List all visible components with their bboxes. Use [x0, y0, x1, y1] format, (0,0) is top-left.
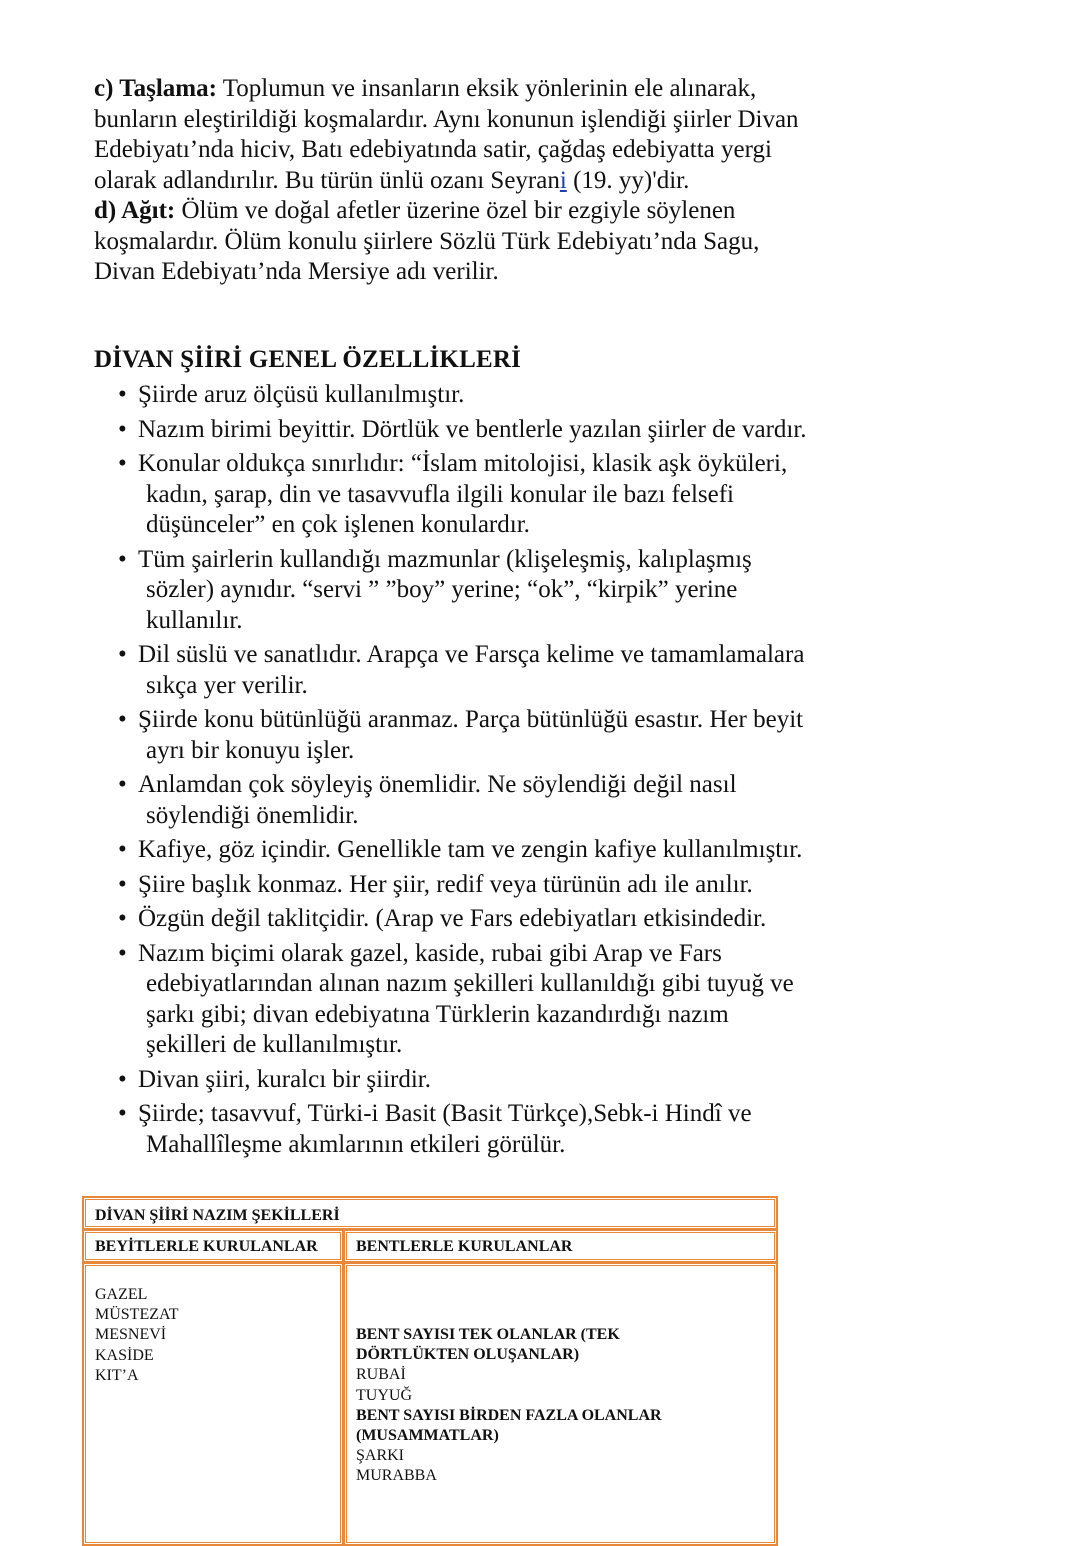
- list-item-continuation: şarkı gibi; divan edebiyatına Türklerin kazandırdığı nazım: [146, 1000, 729, 1028]
- form-item: KIT’A: [95, 1366, 139, 1384]
- list-item-text: Şiirde; tasavvuf, Türki-i Basit (Basit Türkçe),Sebk-i Hindî ve: [138, 1100, 752, 1127]
- list-item-text: Kafiye, göz içindir. Genellikle tam ve zengin kafiye kullanılmıştır.: [138, 836, 803, 863]
- list-item-text: Divan şiiri, kuralcı bir şiirdir.: [138, 1065, 432, 1093]
- list-item-continuation: sözler) aynıdır. “servi ” ”boy” yerine; “ok”, “kirpik” yerine: [146, 576, 738, 603]
- list-item: [116, 545, 856, 637]
- text-line: koşmalardır. Ölüm konulu şiirlere Sözlü Türk Edebiyatı’nda Sagu,: [94, 227, 760, 255]
- list-item-text: Şiire başlık konmaz. Her şiir, redif veya türünün adı ile anılır.: [138, 870, 753, 898]
- list-item: [116, 904, 856, 935]
- bullet-icon: •: [118, 415, 127, 443]
- text-line: olarak adlandırılır. Bu türün ünlü ozanı Seyrani (19. yy)'dir.: [94, 166, 690, 194]
- bullet-icon: •: [118, 905, 127, 932]
- form-group-label: (MUSAMMATLAR): [356, 1427, 499, 1445]
- bullet-icon: •: [118, 771, 127, 798]
- list-item: [116, 705, 856, 766]
- form-item: ŞARKI: [356, 1447, 405, 1465]
- list-item: [116, 770, 856, 831]
- bullet-icon: •: [118, 381, 127, 408]
- list-item-continuation: şekilleri de kullanılmıştır.: [146, 1031, 403, 1058]
- text-line: Divan Edebiyatı’nda Mersiye adı verilir.: [94, 258, 499, 285]
- list-item: [116, 449, 856, 541]
- list-item: [116, 1099, 856, 1160]
- bullet-icon: •: [118, 836, 127, 863]
- intro-paragraphs: [94, 74, 854, 288]
- header-bentler: BENTLERLE KURULANLAR: [356, 1238, 573, 1255]
- bullet-icon: •: [118, 545, 127, 573]
- list-item: [116, 870, 856, 901]
- text-line: Edebiyatı’nda hiciv, Batı edebiyatında satir, çağdaş edebiyatta yergi: [94, 136, 772, 163]
- list-item-text: Tüm şairlerin kullandığı mazmunlar (klişeleşmiş, kalıplaşmış: [138, 545, 752, 573]
- text-line: d) Ağıt: Ölüm ve doğal afetler üzerine özel bir ezgiyle söylenen: [94, 197, 736, 224]
- list-item-text: Konular oldukça sınırlıdır: “İslam mitolojisi, klasik aşk öyküleri,: [138, 450, 788, 477]
- bullet-icon: •: [118, 450, 127, 477]
- list-item-continuation: kullanılır.: [146, 606, 243, 634]
- form-item: GAZEL: [95, 1286, 148, 1303]
- list-item-text: Anlamdan çok söyleyiş önemlidir. Ne söylendiği değil nasıl: [138, 771, 737, 798]
- list-item: [116, 380, 856, 411]
- list-item-text: Dil süslü ve sanatlıdır. Arapça ve Farsça kelime ve tamamlamalara: [138, 641, 805, 668]
- form-group-label: BENT SAYISI TEK OLANLAR (TEK: [356, 1326, 620, 1343]
- bullet-icon: •: [118, 706, 127, 733]
- header-beyitler: BEYİTLERLE KURULANLAR: [95, 1238, 318, 1255]
- list-item: [116, 415, 856, 446]
- list-item-continuation: düşünceler” en çok işlenen konulardır.: [146, 511, 530, 538]
- list-item-text: Şiirde aruz ölçüsü kullanılmıştır.: [138, 381, 465, 408]
- text-line: c) Taşlama: Toplumun ve insanların eksik yönlerinin ele alınarak,: [94, 75, 757, 102]
- form-item: MURABBA: [356, 1467, 437, 1485]
- list-item-text: Özgün değil taklitçidir. (Arap ve Fars edebiyatları etkisindedir.: [138, 905, 767, 932]
- table-title: DİVAN ŞİİRİ NAZIM ŞEKİLLERİ: [95, 1207, 340, 1224]
- form-item: KASİDE: [95, 1346, 154, 1364]
- form-item: MÜSTEZAT: [95, 1306, 179, 1324]
- list-item-text: Nazım birimi beyittir. Dörtlük ve bentlerle yazılan şiirler de vardır.: [138, 415, 807, 443]
- features-list: [116, 380, 856, 1164]
- form-group-label: DÖRTLÜKTEN OLUŞANLAR): [356, 1346, 580, 1364]
- list-item: [116, 1065, 856, 1096]
- list-item: [116, 939, 856, 1061]
- list-item-text: Şiirde konu bütünlüğü aranmaz. Parça bütünlüğü esastır. Her beyit: [138, 706, 804, 733]
- list-item-continuation: Mahallîleşme akımlarının etkileri görülür.: [146, 1130, 566, 1158]
- form-item: MESNEVİ: [95, 1326, 167, 1344]
- bullet-icon: •: [118, 870, 127, 898]
- beyit-forms-list: [95, 1285, 179, 1386]
- bullet-icon: •: [118, 1100, 127, 1127]
- list-item-continuation: kadın, şarap, din ve tasavvufla ilgili konular ile bazı felsefi: [146, 480, 735, 508]
- section-heading: DİVAN ŞİİRİ GENEL ÖZELLİKLERİ: [94, 346, 522, 373]
- list-item-continuation: söylendiği önemlidir.: [146, 801, 359, 829]
- bent-forms-list: [356, 1325, 662, 1487]
- list-item: [116, 835, 856, 866]
- list-item-continuation: ayrı bir konuyu işler.: [146, 736, 355, 764]
- form-group-label: BENT SAYISI BİRDEN FAZLA OLANLAR: [356, 1406, 662, 1424]
- list-item-text: Nazım biçimi olarak gazel, kaside, rubai gibi Arap ve Fars: [138, 939, 722, 967]
- form-item: TUYUĞ: [356, 1386, 412, 1404]
- bullet-icon: •: [118, 939, 127, 967]
- form-item: RUBAİ: [356, 1366, 406, 1384]
- text-line: bunların eleştirildiği koşmalardır. Aynı konunun işlendiği şiirler Divan: [94, 105, 799, 133]
- verse-forms-table: [82, 1196, 778, 1527]
- list-item: [116, 640, 856, 701]
- bullet-icon: •: [118, 641, 127, 668]
- bullet-icon: •: [118, 1065, 127, 1093]
- list-item-continuation: sıkça yer verilir.: [146, 671, 308, 699]
- underlined-letter: i: [559, 166, 567, 194]
- list-item-continuation: edebiyatlarından alınan nazım şekilleri kullanıldığı gibi tuyuğ ve: [146, 970, 794, 997]
